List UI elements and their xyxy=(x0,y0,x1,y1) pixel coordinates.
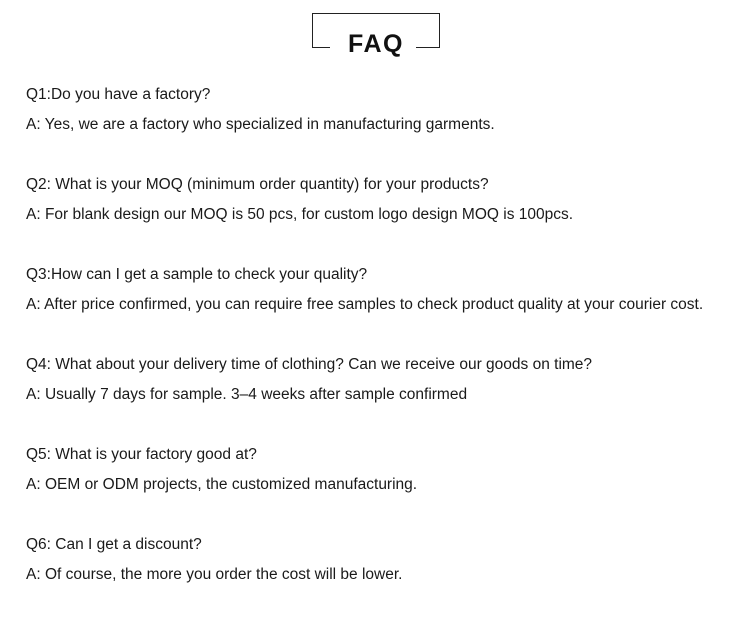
faq-item-3 xyxy=(26,260,746,350)
page-title: FAQ xyxy=(348,30,404,58)
faq-answer: A: For blank design our MOQ is 50 pcs, for custom logo design MOQ is 100pcs. xyxy=(26,206,574,223)
faq-answer: A: After price confirmed, you can require free samples to check product quality at your courier cost. xyxy=(26,296,704,313)
faq-answer: A: Usually 7 days for sample. 3–4 weeks after sample confirmed xyxy=(26,386,468,403)
faq-header xyxy=(312,13,440,58)
faq-question: Q1:Do you have a factory? xyxy=(26,86,211,103)
faq-answer: A: Yes, we are a factory who specialized in manufacturing garments. xyxy=(26,116,495,133)
faq-item-5 xyxy=(26,440,746,530)
faq-question: Q3:How can I get a sample to check your quality? xyxy=(26,266,368,283)
faq-item-4 xyxy=(26,350,746,440)
faq-question: Q6: Can I get a discount? xyxy=(26,536,202,553)
faq-question: Q5: What is your factory good at? xyxy=(26,446,257,463)
faq-item-2 xyxy=(26,170,746,260)
faq-list xyxy=(26,80,746,620)
faq-question: Q4: What about your delivery time of clothing? Can we receive our goods on time? xyxy=(26,356,593,373)
faq-item-1 xyxy=(26,80,746,170)
faq-question: Q2: What is your MOQ (minimum order quantity) for your products? xyxy=(26,176,489,193)
faq-answer: A: Of course, the more you order the cost will be lower. xyxy=(26,566,403,583)
faq-answer: A: OEM or ODM projects, the customized manufacturing. xyxy=(26,476,418,493)
faq-item-6 xyxy=(26,530,746,620)
